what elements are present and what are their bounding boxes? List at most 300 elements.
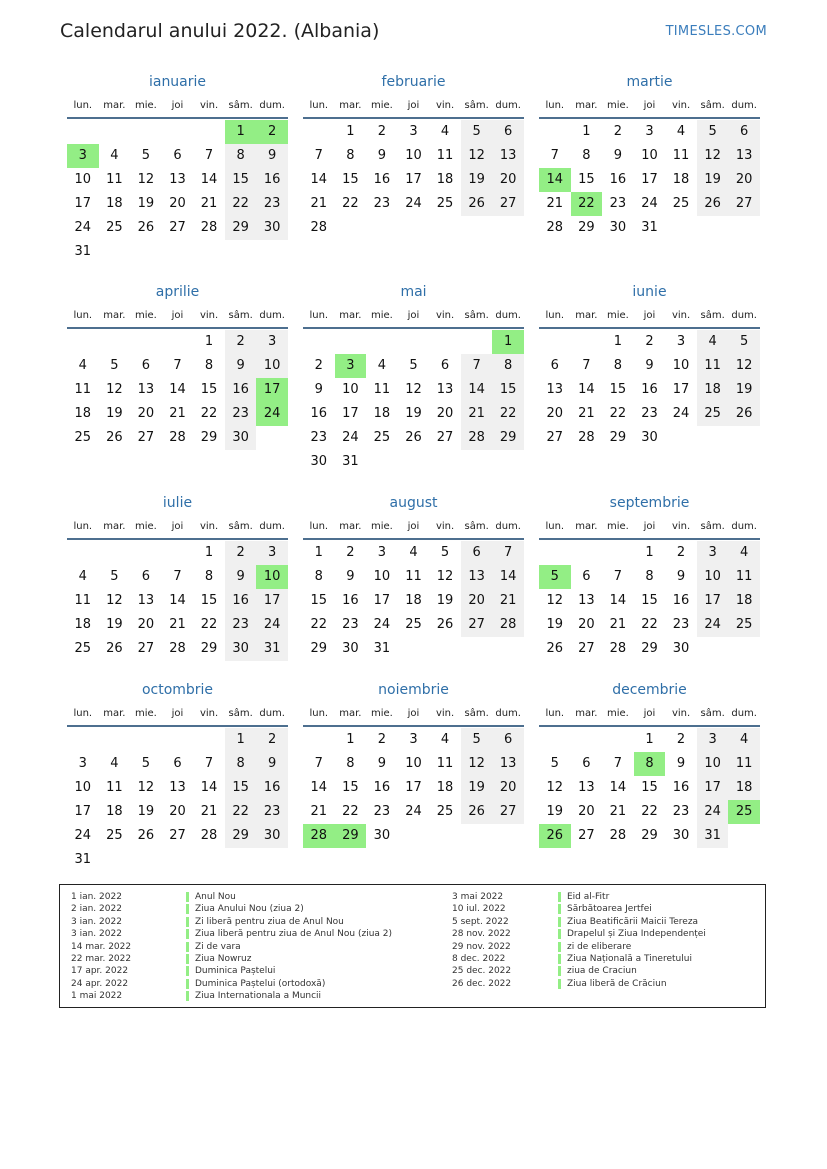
- day-cell: 7: [613, 569, 623, 584]
- day-cell: 17: [373, 593, 391, 608]
- weekday-label: lun.: [309, 100, 329, 111]
- weekday-divider: [67, 538, 288, 540]
- day-cell: 1: [492, 330, 524, 354]
- holiday-marker: [558, 954, 561, 964]
- weekday-label: lun.: [73, 708, 93, 719]
- day-cell: 15: [225, 776, 257, 800]
- weekday-label: joi: [643, 521, 656, 532]
- day-cell: 30: [373, 828, 391, 843]
- day-cell: 9: [256, 752, 288, 776]
- weekday-label: lun.: [545, 521, 565, 532]
- weekday-label: lun.: [309, 521, 329, 532]
- day-cell: 25: [106, 220, 123, 235]
- day-cell: 8: [204, 569, 214, 584]
- day-cell: 23: [672, 804, 690, 819]
- day-cell: 31: [697, 824, 729, 848]
- day-cell: 14: [492, 565, 524, 589]
- day-cell: 8: [645, 569, 654, 584]
- day-cell: 25: [672, 196, 690, 211]
- weekday-label: dum.: [259, 100, 285, 111]
- day-cell: 8: [613, 358, 623, 373]
- day-cell: 2: [225, 541, 257, 565]
- day-cell: 14: [461, 378, 493, 402]
- day-cell: 4: [409, 545, 418, 560]
- day-cell: 26: [461, 800, 493, 824]
- day-cell: 18: [74, 617, 92, 632]
- day-cell: 14: [169, 382, 186, 397]
- day-cell: 12: [546, 780, 564, 795]
- weekday-label: lun.: [545, 708, 565, 719]
- holiday-marker: [186, 991, 189, 1001]
- day-cell: 20: [137, 617, 155, 632]
- weekday-label: dum.: [731, 100, 757, 111]
- day-cell: 27: [546, 430, 564, 445]
- weekday-divider: [539, 117, 760, 119]
- day-cell: 18: [405, 593, 422, 608]
- day-cell: 23: [342, 617, 359, 632]
- day-cell: 15: [492, 378, 524, 402]
- holiday-name: Duminica Paștelui: [195, 966, 276, 977]
- day-cell: 13: [169, 172, 186, 187]
- day-cell: 9: [377, 756, 387, 771]
- month-name: ianuarie: [148, 74, 207, 90]
- day-cell: 15: [225, 168, 257, 192]
- day-cell: 14: [609, 593, 627, 608]
- day-cell: 30: [256, 216, 288, 240]
- day-cell: 5: [141, 148, 151, 163]
- day-cell: 24: [256, 402, 288, 426]
- day-cell: 9: [613, 148, 623, 163]
- day-cell: 21: [310, 804, 328, 819]
- day-cell: 30: [225, 637, 257, 661]
- day-cell: 5: [539, 565, 571, 589]
- month-name: octombrie: [141, 682, 214, 698]
- day-cell: 16: [256, 168, 288, 192]
- weekday-label: dum.: [495, 521, 521, 532]
- day-cell: 19: [106, 617, 123, 632]
- day-cell: 29: [578, 220, 595, 235]
- day-cell: 25: [106, 828, 123, 843]
- weekday-divider: [303, 327, 524, 329]
- weekday-label: dum.: [259, 521, 285, 532]
- day-cell: 6: [173, 756, 182, 771]
- day-cell: 15: [200, 382, 218, 397]
- day-cell: 3: [335, 354, 367, 378]
- day-cell: 24: [256, 613, 288, 637]
- day-cell: 13: [578, 593, 595, 608]
- day-cell: 8: [492, 354, 524, 378]
- holiday-name: Ziua Nowruz: [195, 954, 252, 964]
- day-cell: 9: [645, 358, 654, 373]
- day-cell: 5: [697, 120, 729, 144]
- holiday-name: Eid al-Fitr: [567, 892, 610, 902]
- day-cell: 15: [200, 593, 218, 608]
- day-cell: 11: [436, 756, 454, 771]
- day-cell: 3: [78, 756, 87, 771]
- day-cell: 11: [373, 382, 391, 397]
- day-cell: 25: [728, 800, 760, 824]
- day-cell: 10: [641, 148, 658, 163]
- day-cell: 10: [697, 752, 729, 776]
- day-cell: 6: [582, 569, 591, 584]
- day-cell: 29: [200, 641, 218, 656]
- day-cell: 12: [697, 144, 729, 168]
- holiday-date: 8 dec. 2022: [452, 954, 506, 964]
- day-cell: 11: [74, 382, 92, 397]
- month-name: noiembrie: [378, 682, 449, 698]
- day-cell: 22: [342, 196, 359, 211]
- weekday-label: vin.: [199, 708, 219, 719]
- day-cell: 5: [110, 569, 119, 584]
- day-cell: 16: [225, 378, 257, 402]
- day-cell: 13: [137, 382, 155, 397]
- day-cell: 14: [539, 168, 571, 192]
- day-cell: 9: [346, 569, 355, 584]
- weekday-label: vin.: [199, 100, 219, 111]
- day-cell: 18: [672, 172, 690, 187]
- day-cell: 15: [342, 172, 359, 187]
- weekday-label: lun.: [545, 310, 565, 321]
- day-cell: 13: [461, 565, 493, 589]
- day-cell: 27: [436, 430, 454, 445]
- day-cell: 16: [672, 593, 690, 608]
- weekday-label: sâm.: [228, 521, 253, 532]
- day-cell: 1: [613, 334, 623, 349]
- month-name: mai: [400, 284, 427, 300]
- day-cell: 20: [578, 804, 595, 819]
- day-cell: 31: [74, 244, 92, 259]
- day-cell: 2: [676, 545, 686, 560]
- holiday-name: Ziua Internationala a Muncii: [195, 991, 322, 1002]
- day-cell: 28: [492, 613, 524, 637]
- day-cell: 23: [609, 196, 627, 211]
- day-cell: 20: [546, 406, 564, 421]
- day-cell: 30: [256, 824, 288, 848]
- day-cell: 27: [137, 641, 155, 656]
- month-name: septembrie: [609, 495, 690, 511]
- day-cell: 11: [106, 780, 123, 795]
- day-cell: 29: [335, 824, 367, 848]
- holiday-marker: [558, 892, 561, 902]
- day-cell: 20: [728, 168, 760, 192]
- holiday-marker: [186, 892, 189, 902]
- weekday-label: mar.: [339, 521, 362, 532]
- weekday-label: joi: [171, 708, 184, 719]
- weekday-label: lun.: [73, 521, 93, 532]
- day-cell: 28: [546, 220, 564, 235]
- day-cell: 14: [169, 593, 186, 608]
- day-cell: 8: [346, 756, 355, 771]
- day-cell: 31: [342, 454, 359, 469]
- holiday-date: 24 apr. 2022: [71, 978, 129, 989]
- day-cell: 14: [578, 382, 595, 397]
- weekday-label: dum.: [259, 708, 285, 719]
- weekday-label: mie.: [370, 310, 393, 321]
- holiday-marker: [186, 979, 189, 989]
- weekday-label: mar.: [339, 708, 362, 719]
- day-cell: 2: [256, 120, 288, 144]
- weekday-label: mar.: [575, 310, 598, 321]
- holiday-list: [59, 884, 766, 1008]
- day-cell: 28: [200, 828, 218, 843]
- day-cell: 28: [303, 824, 335, 848]
- day-cell: 6: [461, 541, 493, 565]
- holiday-date: 10 iul. 2022: [452, 904, 506, 915]
- day-cell: 7: [492, 541, 524, 565]
- weekday-label: sâm.: [700, 100, 725, 111]
- day-cell: 24: [74, 220, 92, 235]
- day-cell: 2: [645, 334, 654, 349]
- day-cell: 23: [373, 804, 391, 819]
- day-cell: 25: [436, 804, 454, 819]
- day-cell: 9: [676, 569, 686, 584]
- day-cell: 9: [225, 354, 257, 378]
- holiday-name: Sărbătoarea Jertfei: [567, 904, 652, 915]
- day-cell: 9: [377, 148, 387, 163]
- month-martie: [539, 74, 760, 274]
- day-cell: 27: [728, 192, 760, 216]
- weekday-label: dum.: [731, 708, 757, 719]
- day-cell: 28: [200, 220, 218, 235]
- day-cell: 4: [377, 358, 387, 373]
- day-cell: 1: [582, 124, 591, 139]
- day-cell: 22: [342, 804, 359, 819]
- holiday-date: 22 mar. 2022: [71, 954, 132, 964]
- day-cell: 11: [106, 172, 123, 187]
- day-cell: 24: [697, 613, 729, 637]
- day-cell: 14: [310, 172, 328, 187]
- day-cell: 29: [225, 216, 257, 240]
- day-cell: 21: [546, 196, 564, 211]
- day-cell: 16: [256, 776, 288, 800]
- holiday-date: 3 ian. 2022: [71, 916, 122, 927]
- day-cell: 21: [492, 589, 524, 613]
- day-cell: 3: [645, 124, 654, 139]
- day-cell: 6: [141, 358, 151, 373]
- day-cell: 4: [110, 148, 119, 163]
- weekday-label: mie.: [606, 521, 629, 532]
- day-cell: 13: [492, 144, 524, 168]
- month-mai: [303, 284, 524, 484]
- day-cell: 7: [550, 148, 559, 163]
- day-cell: 25: [697, 402, 729, 426]
- weekday-label: joi: [171, 100, 184, 111]
- day-cell: 26: [137, 220, 155, 235]
- weekday-label: vin.: [435, 521, 455, 532]
- day-cell: 17: [74, 196, 92, 211]
- day-cell: 24: [641, 196, 658, 211]
- day-cell: 11: [74, 593, 92, 608]
- day-cell: 7: [173, 358, 182, 373]
- holiday-marker: [186, 954, 189, 964]
- day-cell: 24: [405, 804, 422, 819]
- day-cell: 8: [204, 358, 214, 373]
- day-cell: 4: [110, 756, 119, 771]
- weekday-label: dum.: [495, 708, 521, 719]
- day-cell: 21: [609, 804, 627, 819]
- weekday-label: mar.: [103, 100, 126, 111]
- day-cell: 18: [74, 406, 92, 421]
- month-septembrie: [539, 495, 760, 695]
- month-ianuarie: [67, 74, 288, 274]
- day-cell: 10: [256, 354, 288, 378]
- day-cell: 2: [613, 124, 623, 139]
- day-cell: 6: [492, 120, 524, 144]
- day-cell: 12: [436, 569, 454, 584]
- weekday-divider: [539, 327, 760, 329]
- day-cell: 17: [405, 780, 422, 795]
- day-cell: 28: [169, 641, 186, 656]
- day-cell: 7: [173, 569, 182, 584]
- holiday-marker: [558, 942, 561, 952]
- holiday-name: ziua de Craciun: [567, 966, 637, 977]
- day-cell: 1: [204, 545, 214, 560]
- day-cell: 21: [609, 617, 627, 632]
- day-cell: 16: [342, 593, 359, 608]
- day-cell: 2: [225, 330, 257, 354]
- day-cell: 28: [310, 220, 328, 235]
- weekday-label: sâm.: [228, 100, 253, 111]
- weekday-label: lun.: [309, 310, 329, 321]
- day-cell: 19: [461, 776, 493, 800]
- day-cell: 18: [436, 172, 454, 187]
- day-cell: 14: [609, 780, 627, 795]
- day-cell: 27: [461, 613, 493, 637]
- day-cell: 24: [342, 430, 359, 445]
- weekday-divider: [67, 725, 288, 727]
- day-cell: 29: [641, 828, 658, 843]
- day-cell: 7: [204, 756, 214, 771]
- weekday-label: mie.: [370, 521, 393, 532]
- month-name: decembrie: [612, 682, 687, 698]
- day-cell: 9: [256, 144, 288, 168]
- weekday-label: vin.: [671, 310, 691, 321]
- day-cell: 12: [405, 382, 422, 397]
- day-cell: 3: [67, 144, 99, 168]
- day-cell: 20: [492, 168, 524, 192]
- weekday-label: lun.: [309, 708, 329, 719]
- day-cell: 4: [676, 124, 686, 139]
- holiday-marker: [186, 942, 189, 952]
- day-cell: 7: [582, 358, 591, 373]
- day-cell: 24: [405, 196, 422, 211]
- weekday-label: sâm.: [464, 708, 489, 719]
- weekday-label: mar.: [103, 708, 126, 719]
- day-cell: 13: [728, 144, 760, 168]
- day-cell: 23: [225, 402, 257, 426]
- day-cell: 16: [225, 589, 257, 613]
- day-cell: 29: [609, 430, 627, 445]
- day-cell: 1: [645, 545, 654, 560]
- day-cell: 22: [492, 402, 524, 426]
- weekday-label: sâm.: [700, 521, 725, 532]
- day-cell: 6: [728, 120, 760, 144]
- weekday-label: vin.: [435, 100, 455, 111]
- day-cell: 13: [578, 780, 595, 795]
- weekday-label: sâm.: [228, 310, 253, 321]
- day-cell: 6: [550, 358, 559, 373]
- day-cell: 10: [342, 382, 359, 397]
- day-cell: 2: [676, 732, 686, 747]
- day-cell: 23: [256, 192, 288, 216]
- day-cell: 28: [609, 828, 627, 843]
- day-cell: 18: [728, 776, 760, 800]
- day-cell: 17: [641, 172, 658, 187]
- month-decembrie: [539, 682, 760, 882]
- day-cell: 8: [346, 148, 355, 163]
- day-cell: 1: [346, 732, 355, 747]
- weekday-label: sâm.: [700, 708, 725, 719]
- weekday-label: joi: [171, 521, 184, 532]
- day-cell: 18: [106, 196, 123, 211]
- day-cell: 2: [377, 732, 387, 747]
- month-aprilie: [67, 284, 288, 484]
- weekday-label: mar.: [575, 521, 598, 532]
- day-cell: 27: [578, 828, 595, 843]
- day-cell: 20: [461, 589, 493, 613]
- day-cell: 22: [609, 406, 627, 421]
- day-cell: 15: [641, 780, 658, 795]
- weekday-divider: [67, 327, 288, 329]
- day-cell: 20: [137, 406, 155, 421]
- day-cell: 17: [342, 406, 359, 421]
- day-cell: 3: [676, 334, 686, 349]
- day-cell: 28: [609, 641, 627, 656]
- weekday-label: mie.: [606, 708, 629, 719]
- day-cell: 4: [728, 728, 760, 752]
- day-cell: 30: [641, 430, 658, 445]
- day-cell: 26: [405, 430, 422, 445]
- day-cell: 23: [373, 196, 391, 211]
- day-cell: 24: [74, 828, 92, 843]
- day-cell: 30: [342, 641, 359, 656]
- weekday-label: vin.: [435, 708, 455, 719]
- day-cell: 26: [546, 641, 564, 656]
- month-iunie: [539, 284, 760, 484]
- day-cell: 12: [461, 752, 493, 776]
- holiday-marker: [558, 917, 561, 927]
- day-cell: 26: [728, 402, 760, 426]
- day-cell: 19: [461, 168, 493, 192]
- day-cell: 5: [440, 545, 450, 560]
- day-cell: 7: [461, 354, 493, 378]
- weekday-label: mie.: [134, 708, 157, 719]
- weekday-label: joi: [643, 708, 656, 719]
- holiday-date: 14 mar. 2022: [71, 941, 132, 952]
- day-cell: 19: [436, 593, 454, 608]
- day-cell: 20: [169, 196, 186, 211]
- day-cell: 18: [106, 804, 123, 819]
- day-cell: 6: [173, 148, 182, 163]
- holiday-name: Duminica Paștelui (ortodoxă): [195, 978, 326, 989]
- day-cell: 9: [676, 756, 686, 771]
- brand-link[interactable]: TIMESLES.COM: [665, 24, 767, 39]
- day-cell: 26: [106, 641, 123, 656]
- day-cell: 11: [672, 148, 690, 163]
- day-cell: 29: [492, 426, 524, 450]
- day-cell: 3: [377, 545, 387, 560]
- day-cell: 4: [440, 124, 450, 139]
- day-cell: 9: [314, 382, 323, 397]
- day-cell: 18: [697, 378, 729, 402]
- day-cell: 15: [342, 780, 359, 795]
- day-cell: 7: [314, 756, 323, 771]
- weekday-label: dum.: [731, 310, 757, 321]
- weekday-label: sâm.: [464, 310, 489, 321]
- day-cell: 8: [225, 144, 257, 168]
- day-cell: 11: [436, 148, 454, 163]
- day-cell: 11: [728, 752, 760, 776]
